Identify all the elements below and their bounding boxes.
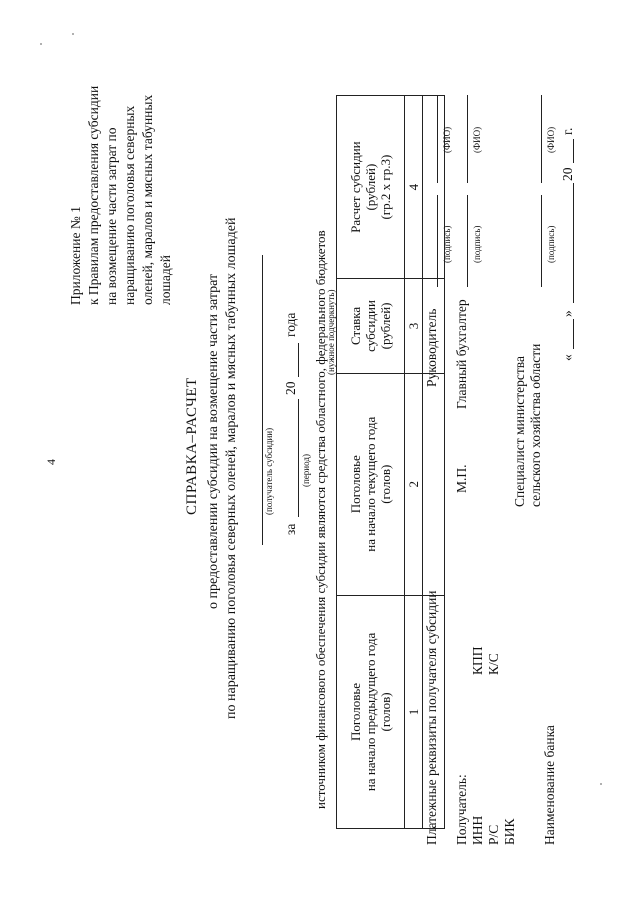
column-number: 4 <box>405 96 423 279</box>
year-line <box>298 343 299 377</box>
column-number: 1 <box>405 595 423 828</box>
bank-label: Наименование банка <box>542 725 557 845</box>
document-subtitle: о предоставлении субсидии на возмещение части затрат <box>206 273 221 609</box>
recipient-line <box>262 255 263 545</box>
column-number: 2 <box>405 373 423 595</box>
specialist-label: сельского хозяйства области <box>528 343 543 507</box>
table-header: Поголовье на начало текущего года (голов) <box>337 373 405 595</box>
head-name-line <box>437 95 438 183</box>
table-cell <box>423 373 445 595</box>
head-signature-line <box>437 195 438 287</box>
table-header: Поголовье на начало предыдущего года (голов) <box>337 595 405 828</box>
signature-caption: (подпись) <box>546 225 556 263</box>
date-year-suffix: г. <box>560 127 575 135</box>
date-close-quote: » <box>560 310 575 317</box>
table-header: Расчет субсидии (рублей) (гр.2 х гр.3) <box>337 96 405 279</box>
name-caption: (ФИО) <box>472 126 482 153</box>
date-year-line <box>573 139 574 163</box>
specialist-name-line <box>541 95 542 183</box>
chief-accountant-label: Главный бухгалтер <box>454 299 469 409</box>
accountant-signature-line <box>467 195 468 287</box>
year-label: года <box>283 312 298 337</box>
head-label: Руководитель <box>424 308 439 387</box>
appendix-line: лошадей <box>158 255 173 305</box>
accountant-name-line <box>467 95 468 183</box>
recipient-label: Получатель: <box>454 774 469 845</box>
period-caption: (период) <box>301 454 311 487</box>
appendix-title: Приложение № 1 <box>68 206 83 305</box>
recipient-caption: (получатель субсидии) <box>264 427 274 515</box>
appendix-line: наращиванию поголовья северных <box>122 105 137 305</box>
for-label: за <box>283 523 298 535</box>
date-day-line <box>573 319 574 349</box>
signature-caption: (подпись) <box>442 225 452 263</box>
requisites-heading: Платежные реквизиты получателя субсидии <box>424 590 439 845</box>
inn-label: ИНН <box>470 815 485 845</box>
appendix-line: на возмещение части затрат по <box>104 127 119 305</box>
specialist-label: Специалист министерства <box>512 356 527 507</box>
column-number: 3 <box>405 279 423 373</box>
underline-caption: (нужное подчеркнуть) <box>326 289 336 375</box>
document-subtitle: по наращиванию поголовья северных оленей, маралов и мясных табунных лошадей <box>224 217 239 719</box>
scan-speck <box>72 33 74 35</box>
page-number: 4 <box>44 459 58 465</box>
year-prefix: 20 <box>283 381 298 395</box>
bik-label: БИК <box>502 818 517 845</box>
name-caption: (ФИО) <box>442 126 452 153</box>
signature-caption: (подпись) <box>472 225 482 263</box>
date-month-line <box>573 183 574 303</box>
document-title: СПРАВКА–РАСЧЕТ <box>184 377 200 515</box>
stamp-label: М.П. <box>454 464 469 493</box>
date-year-prefix: 20 <box>560 167 575 181</box>
specialist-signature-line <box>541 195 542 287</box>
funding-source: источником финансового обеспечения субсидии являются средства областного, федерального бюджетов <box>313 230 328 809</box>
table-header: Ставка субсидии (рублей) <box>337 279 405 373</box>
name-caption: (ФИО) <box>546 126 556 153</box>
rs-label: Р/С <box>486 824 501 845</box>
appendix-line: к Правилам предоставления субсидии <box>86 85 101 305</box>
appendix-line: оленей, маралов и мясных табунных <box>140 94 155 305</box>
kpp-label: КПП <box>470 646 485 675</box>
ks-label: К/С <box>486 653 501 675</box>
period-line <box>298 399 299 517</box>
date-open-quote: « <box>560 354 575 361</box>
scan-speck <box>600 783 602 785</box>
scan-speck <box>40 43 42 45</box>
